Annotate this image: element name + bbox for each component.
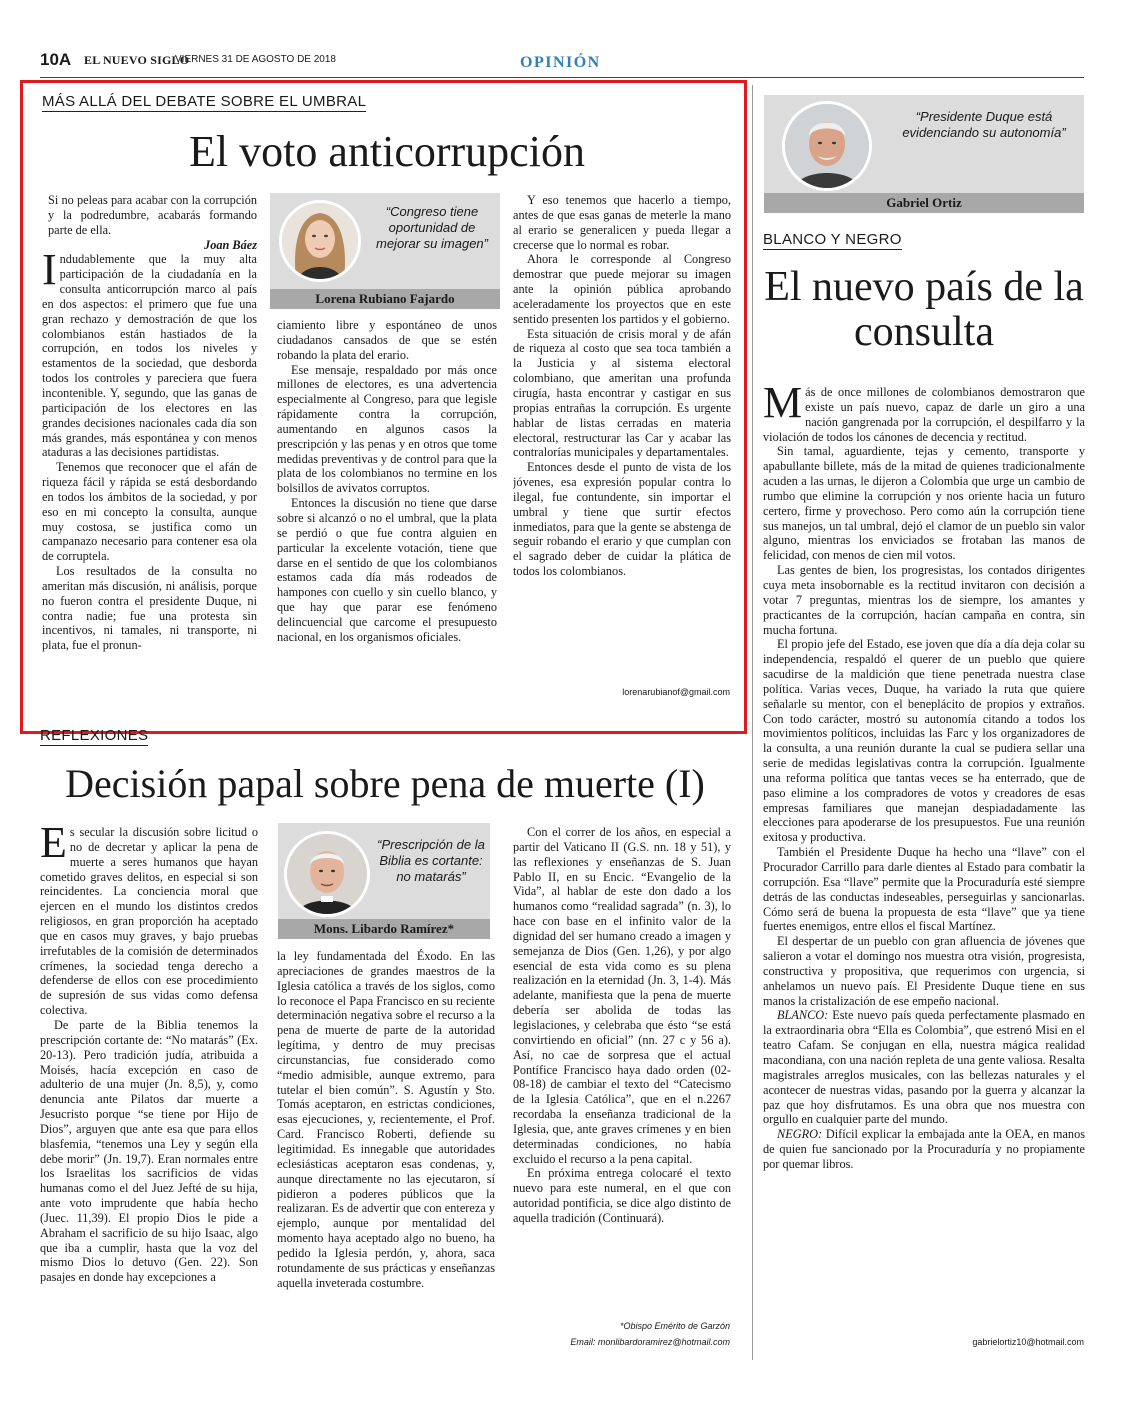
article2-kicker: REFLEXIONES: [40, 727, 149, 744]
portrait-icon: [287, 834, 367, 914]
article3-p1: ás de once millones de colombianos demostraron que existe un país nuevo, capaz de darle un giro a una nación gangrenada por la corrupción, el despilfarro y la violación de todos los cánones de decencia y rectitud.: [763, 385, 1085, 444]
author-name: Gabriel Ortiz: [764, 193, 1084, 213]
page-number: 10A: [40, 50, 72, 69]
article2-email: Email: monlibardoramirez@hotmail.com: [570, 1337, 730, 1347]
author-box-gabriel: [764, 95, 1084, 213]
negro-text: Difícil explicar la embajada ante la OEA, en manos de quien fue sancionado por la Procuraduría y no propiamente por quemar libros.: [763, 1127, 1085, 1171]
article3-paragraph: El propio jefe del Estado, ese joven que día a día deja colar su independencia, respaldó el querer de un pueblo que quiere sacudirse de la maldición que tiene penetrada nuestra clase política. Varias veces, Duque, ha variado la ruta que quiere señalarle su mentor, con el beneplácito de propios y extraños. Con todo carácter, mostró su autonomía citando a todos los movimientos políticos, incluidas las Farc y los organizadores de la consulta, a una reunión durante la cual se pudiera sellar una serie de medidas legislativas contra la corrupción. Igualmente una reforma política que tantas veces se ha enterrado, que de paso elimine a los compradores de votos y creadores de esas empresas familiares que manejan despiadadamente las elecciones para apoderarse de los presupuestos. Fue una reunión exitosa y productiva.: [763, 637, 1085, 845]
article2-p1: s secular la discusión sobre licitud o no de decretar y aplicar la pena de muerte a seres humanos que hayan cometido graves delitos, en especial si son reincidentes. La conciencia moral que ejercen en el mundo los distintos credos religiosos, en gran proporción ha aceptado que en casos muy graves, y bajo pruebas irrefutables de la comisión de determinados crímenes, la sociedad tenga derecho a defenderse de ellos con ese procedimiento de supresión de sus vidas como defensa colectiva.: [40, 825, 258, 1018]
article3-title: El nuevo país de la consulta: [764, 264, 1084, 356]
article3-body: [763, 385, 1085, 1335]
article2-paragraph: De parte de la Biblia tenemos la prescripción cortante de: “No matarás” (Ex. 20-13). Pero tradición judía, atribuida a Moisés, hacía excepción en caso de adulterio de una mujer (Jn. 8,5), y, como denuncia ante Pilatos dar muerte a Jesucristo porque “se tiene por Hijo de Dios”, arguyen que ante esa que para ellos blasfemia, “tenemos una Ley y según ella debe morir” (Jn. 19,7). Eran normales entre los Israelitas los sacrificios de vidas humanas como el del Juez Jefté de su hija, ante voto imprudente que había hecho (Juec. 11,39). El propio Dios le pide a Abraham el sacrificio de su hijo Isaac, algo que iba a cumplir, hasta que la voz del mismo Dios lo detuvo (Gen. 22). Son pasajes en donde hay excepciones a: [40, 1017, 258, 1285]
pull-quote: “Prescripción de la Biblia es cortante: no matarás”: [377, 837, 485, 884]
article1-column-3: [513, 193, 731, 683]
article1-p1: ndudablemente que la muy alta participación de la ciudadanía en la consulta anticorrupción marco al país en dos aspectos: el primero que fue una gran rechazo y demostración de que los colombianos están hastiados de la corrupción, en todos los niveles y estamentos de la sociedad, que desborda todos los controles y pareciera que fuera incontenible. Y, segundo, que las ganas de participación de los electores en las grandes decisiones nacionales cada día son más grandes, más espontánea y con menos ataduras a las decisiones partidistas.: [42, 252, 257, 460]
article1-paragraph: Ese mensaje, respaldado por más once millones de electores, es una advertencia especialmente al Congreso, para que legisle rápidamente contra la corrupción, aumentando en algunos casos la prescripción y las penas y en otros que tome medidas preventivas y de control para que la plata de los colombianos no termine en los bolsillos de avivatos corruptos.: [277, 362, 497, 496]
article2-paragraph: la ley fundamentada del Éxodo. En las apreciaciones de grandes maestros de la Iglesia católica a través de los siglos, como lo reconoce el Papa Francisco en su reciente determinación negativa sobre el recurso a la pena de muerte de parte de la autoridad legítima, y dentro de muy precisas circunstancias, fue considerado como “medio admisible, aunque extremo, para tutelar el bien común”. S. Agustín y Sto. Tomás aceptaron, en estrictas condiciones, esas ejecuciones, y, recientemente, el Prof. Card. Francisco Roberti, defiende su legitimidad. Es innegable que autoridades eclesiásticas aceptaron esas condenas, y, aunque directamente no las ejecutaron, sí pidieron a poderes públicos que la realizaran. Es de advertir que con entereza y ejemplo, aunque por mentalidad del momento haya aceptado algo no bueno, ha pedido la Iglesia perdón, y, ahora, saca rotundamente de sus prácticas y enseñanzas aquella inveterada costumbre.: [277, 949, 495, 1290]
article3-email: gabrielortiz10@hotmail.com: [972, 1337, 1084, 1347]
author-photo: [284, 831, 370, 917]
section-title: OPINIÓN: [520, 54, 601, 71]
article3-kicker: BLANCO Y NEGRO: [763, 231, 902, 248]
column-divider: [752, 85, 753, 1360]
negro-label: NEGRO:: [777, 1127, 823, 1142]
article2-paragraph: Con el correr de los años, en especial a partir del Vaticano II (G.S. nn. 18 y 51), y las reflexiones y enseñanzas de S. Juan Pablo II, en su Encic. “Evangelio de la Vida”, al hablar de este don dado a los humanos como “realidad sagrada” (n. 3), lo hace con base en el infinito valor de la dignidad del ser humano creado a imagen y semejanza de Dios (Gen. 1,26), y por algo esencial de esta vida como es su plena realización en la eternidad (Jn. 3, 1-4). Más adelante, manifiesta que la pena de muerte debería ser abolida de todas las legislaciones, y celebraba que ésto “se está convirtiendo en oficial” (nn. 27 c y 56 a). Así, no cae de sorpresa que el actual Pontífice Francisco haya dado orden (02-08-18) de cambiar el texto del “Catecismo de la Iglesia Católica”, que en el n.2267 recordaba la enseñanza tradicional de la Iglesia, que, ante graves crímenes y en bien determinadas condiciones, no había excluido el recurso a la pena capital.: [513, 825, 731, 1166]
article2-column-3: [513, 825, 731, 1315]
article2-column-1: [40, 825, 258, 1375]
article1-paragraph: [42, 245, 257, 460]
dropcap: M: [763, 385, 803, 427]
article1-paragraph: Ahora le corresponde al Congreso demostrar que puede mejorar su imagen ante la opinión pública aprobando aceleradamente los proyectos que en este sentido presenten los partidos y el gobierno.: [513, 252, 731, 326]
article1-paragraph: Esta situación de crisis moral y de afán de riqueza al costo que sea toca también a la Justicia y al sistema electoral colombiano, que ameritan una profunda cirugía, hasta encontrar y castigar en sus propias entrañas la corrupción. Es urgente hablar de listas cerradas en materia electoral, restructurar las Car y acabar las contralorías municipales y departamentales.: [513, 326, 731, 460]
article1-paragraph: Entonces la discusión no tiene que darse sobre si alcanzó o no el umbral, que la plata se perdió o que fue contra alguien en particular la excelente votación, tiene que darse en el sentido de que los colombianos estamos cada día más rodeados de hampones con cuello y sin cuello blanco, y que hay que parar ese fenómeno delincuencial que carcome el presupuesto nacional, en los organismos oficiales.: [277, 496, 497, 644]
issue-date: VIERNES 31 DE AGOSTO DE 2018: [175, 54, 336, 65]
page-header: [40, 50, 1084, 78]
author-name: Lorena Rubiano Fajardo: [270, 289, 500, 309]
author-box-libardo: [278, 823, 490, 939]
article1-column-1: [42, 193, 257, 703]
article1-paragraph: Los resultados de la consulta no ameritan más discusión, ni análisis, porque no fueron contra el presidente Duque, ni contra nadie; fue una protesta sin incentivos, ni tamales, ni transporte, ni plata, fue el pronun-: [42, 564, 257, 653]
article1-title: El voto anticorrupción: [189, 127, 585, 176]
article1-paragraph: Entonces desde el punto de vista de los jóvenes, esa expresión popular contra lo ilegal, fue contundente, sin importar el umbral y tiene que surtir efectos inmediatos, para que la gente se abstenga de seguir robando el erario y que cumplan con el sagrado deber de cuidar la plática de todos los colombianos.: [513, 460, 731, 579]
article3-paragraph: También el Presidente Duque ha hecho una “llave” con el Procurador Carrillo para darle dientes al Estado para combatir la corrupción. Esa “llave” permite que la Procuraduría esté siempre detrás de las conductas indeseables, perseguirlas y sancionarlas. Cómo será de buena la propuesta de esta “llave” que ya tiene fuertes enemigos, entre ellos el fiscal Martínez.: [763, 845, 1085, 934]
article2-paragraph: En próxima entrega colocaré el texto nuevo para este numeral, en el que con autoridad pontificia, se dice algo distinto de aquella tradición (Continuará).: [513, 1166, 731, 1225]
newspaper-name: EL NUEVO SIGLO: [84, 53, 190, 67]
dropcap: E: [40, 825, 67, 867]
blanco-label: BLANCO:: [777, 1008, 829, 1023]
dropcap: I: [42, 245, 57, 295]
portrait-icon: [785, 104, 869, 188]
article2-column-2: [277, 949, 495, 1379]
article2-title: Decisión papal sobre pena de muerte (I): [65, 761, 705, 806]
author-box-lorena: [270, 193, 500, 309]
pull-quote: “Presidente Duque está evidenciando su autonomía”: [902, 109, 1066, 140]
article3-paragraph: Sin tamal, aguardiente, tejas y cemento, transporte y apabullante billete, más de la mitad de quienes tradicionalmente acuden a las urnas, le dijeron a Colombia que urge un cambio de rumbo que elimine la corrupción y nos oriente hacia un futuro certero, firme y provechoso. Pero como aún la corrupción tiene sus manejos, un tal umbral, dejó el clamor de un pueblo sin valor alguno, mientras los enviciados se frotaban las manos de felicidad, con menos de cien mil votos.: [763, 444, 1085, 563]
author-photo: [782, 101, 872, 191]
article1-paragraph: Tenemos que reconocer que el afán de riqueza fácil y rápida se está desbordando en todos los ámbitos de la sociedad, y por eso en mi concepto la consulta, aunque muy costosa, se justifica como un campanazo necesario para contener esa ola de corruptela.: [42, 460, 257, 564]
article3-paragraph: [763, 385, 1085, 444]
article3-blanco: [763, 1008, 1085, 1127]
article3-paragraph: Las gentes de bien, los progresistas, los contados dirigentes cuya meta insobornable es la rectitud invitaron con decisión a votar 7 preguntas, mientras los de siempre, los amantes y practicantes de la corrupción, hacían campaña en contra, sin mucha fortuna.: [763, 563, 1085, 637]
article1-column-2: [277, 318, 497, 703]
article1-email: lorenarubianof@gmail.com: [622, 687, 730, 697]
article1-paragraph: ciamiento libre y espontáneo de unos ciudadanos cansados de que se estén robando la plata del erario.: [277, 318, 497, 362]
article2-paragraph: [40, 825, 258, 1018]
article1-epigraph: Si no peleas para acabar con la corrupción y la podredumbre, acabarás formando parte de ella.: [48, 193, 257, 237]
article2-footnote: *Obispo Emérito de Garzón: [619, 1321, 730, 1331]
article3-negro: [763, 1127, 1085, 1172]
author-name: Mons. Libardo Ramírez*: [278, 919, 490, 939]
blanco-text: Este nuevo país queda perfectamente plasmado en la extraordinaria obra “Ella es Colombia”, que estrenó Misi en el teatro Cafam. Se conjugan en ella, nuestra mágica realidad macondiana, con una nación repleta de una gente valiosa. Resalta magistrales arreglos musicales, con las bellezas naturales y el acontecer de nuestras vidas, pasando por la guerra y alcanzar la paz que hoy disfrutamos. Es una obra que nos muestra con orgullo en cualquier parte del mundo.: [763, 1008, 1085, 1127]
article1-paragraph: Y eso tenemos que hacerlo a tiempo, antes de que esas ganas de meterle la mano al erario se generalicen y pueda llegar a crecerse que lo normal es robar.: [513, 193, 731, 252]
pull-quote: “Congreso tiene oportunidad de mejorar su imagen”: [376, 204, 488, 251]
article3-paragraph: El despertar de un pueblo con gran afluencia de jóvenes que salieron a votar el domingo nos muestra otra visión, progresista, constructiva y propositiva, que requerimos con urgencia, si anhelamos un nuevo país. El Presidente Duque tiene en sus manos la cristalización de ese empeño nacional.: [763, 934, 1085, 1008]
author-photo: [279, 200, 361, 282]
article1-kicker: MÁS ALLÁ DEL DEBATE SOBRE EL UMBRAL: [42, 93, 367, 110]
article1-epigraph-author: Joan Báez: [204, 237, 257, 252]
portrait-icon: [282, 203, 358, 279]
